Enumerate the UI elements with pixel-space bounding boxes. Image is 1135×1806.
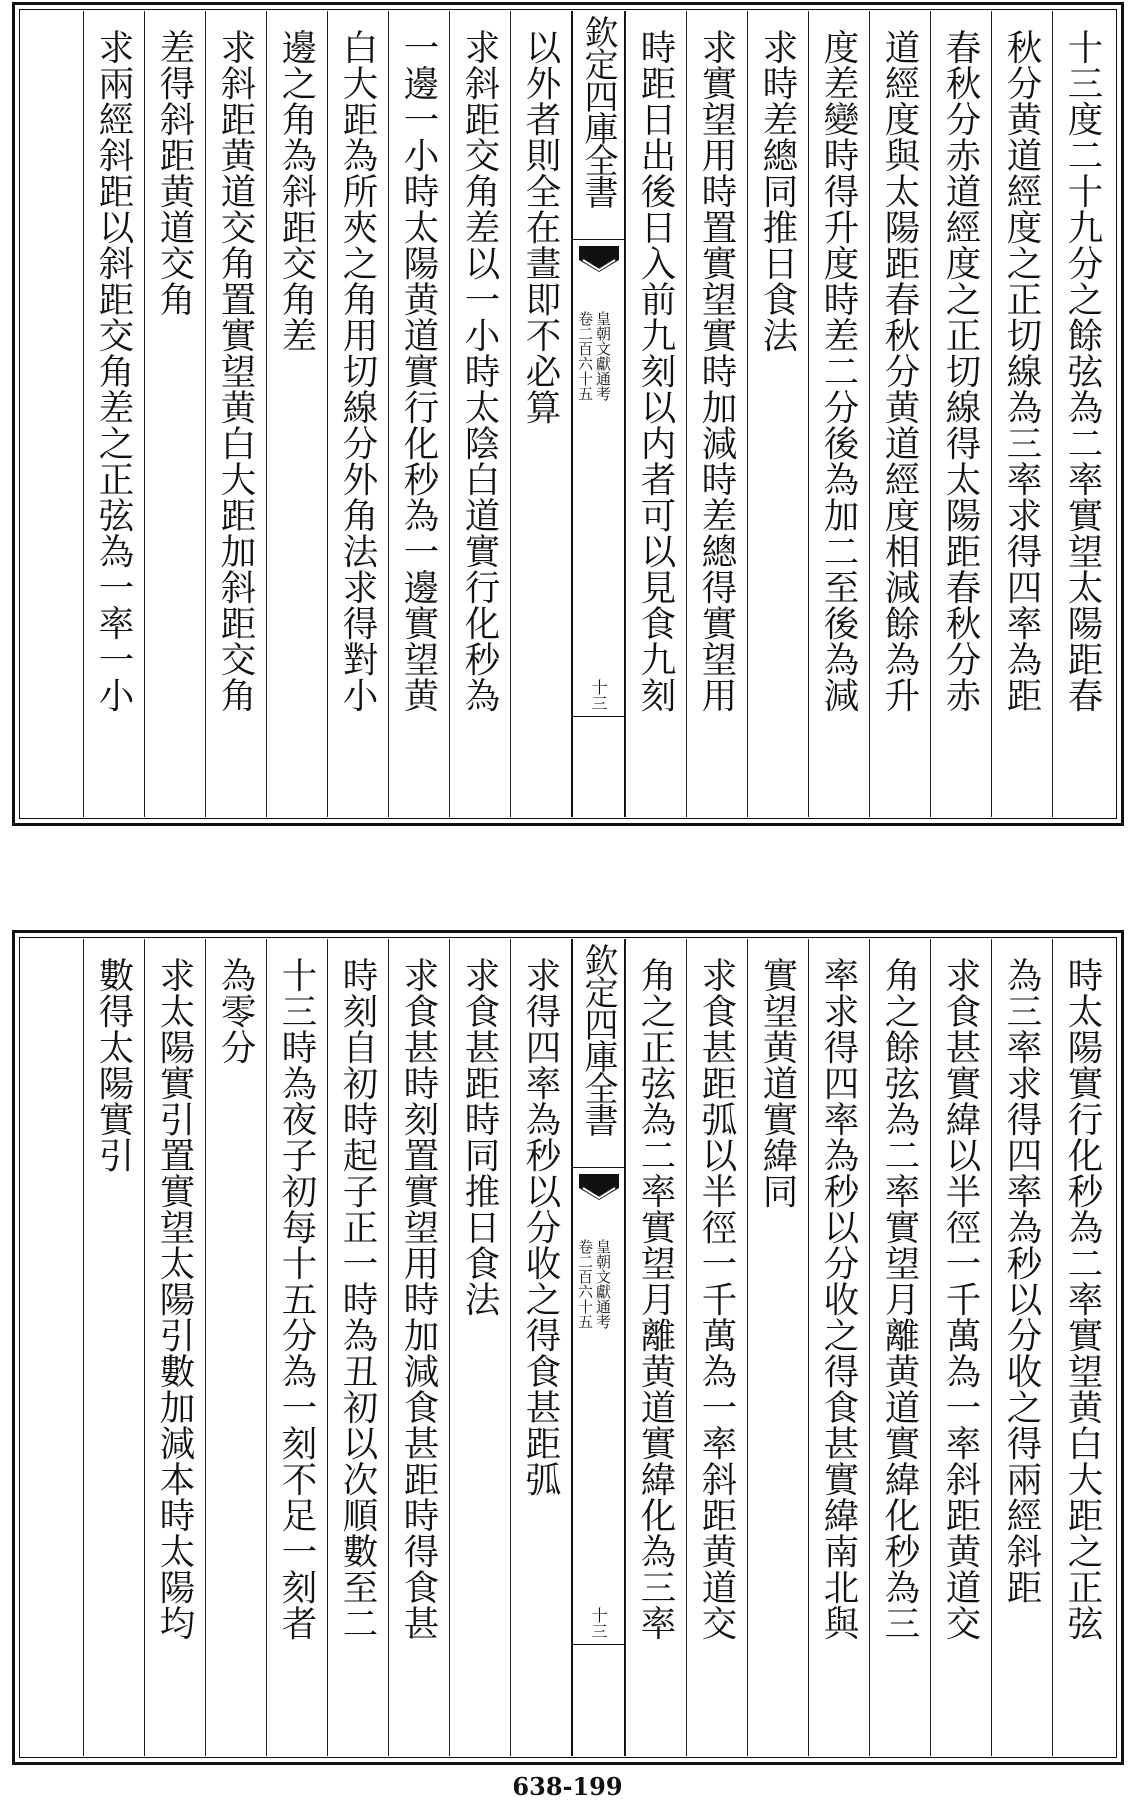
column-text: 率求得四率為秒以分收之得食甚實緯南北與 xyxy=(818,957,859,1641)
center-fold xyxy=(571,11,625,817)
column-text: 求食甚時刻置實望用時加減食甚距時得食甚 xyxy=(398,957,439,1641)
folio-number: 十三 xyxy=(589,679,608,711)
book-title: 欽定四庫全書 xyxy=(578,943,618,1135)
text-column xyxy=(747,11,808,817)
text-column xyxy=(388,11,449,817)
text-column xyxy=(327,11,388,817)
text-column xyxy=(869,939,930,1756)
text-column xyxy=(449,939,510,1756)
column-text: 白大距為所夾之角用切線分外角法求得對小 xyxy=(337,29,378,713)
text-column xyxy=(205,11,266,817)
column-text: 道經度與太陽距春秋分黄道經度相減餘為升 xyxy=(879,29,920,713)
column-text: 求斜距黄道交角置實望黄白大距加斜距交角 xyxy=(215,29,256,713)
center-fold xyxy=(571,939,625,1756)
column-text: 角之餘弦為二率實望月離黄道實緯化秒為三 xyxy=(879,957,920,1641)
text-column xyxy=(83,11,144,817)
subtitle-source: 皇朝文獻通考 xyxy=(594,1239,612,1329)
folio-number: 十三 xyxy=(589,1607,608,1639)
column-text: 求實望用時置實望實時加減時差總得實望用 xyxy=(696,29,737,713)
text-column xyxy=(869,11,930,817)
subtitle-volume: 卷二百六十五 xyxy=(576,311,594,401)
text-column xyxy=(205,939,266,1756)
text-column xyxy=(388,939,449,1756)
text-column xyxy=(686,11,747,817)
column-text: 一邊一小時太陽黄道實行化秒為一邊實望黄 xyxy=(398,29,439,713)
text-columns xyxy=(23,11,1113,817)
column-text: 數得太陽實引 xyxy=(93,957,134,1173)
text-column xyxy=(930,939,991,1756)
text-column xyxy=(144,939,205,1756)
column-text: 求時差總同推日食法 xyxy=(757,29,798,353)
text-column xyxy=(510,11,571,817)
book-page-bottom xyxy=(12,930,1124,1765)
column-text: 實望黄道實緯同 xyxy=(757,957,798,1209)
text-column xyxy=(266,11,327,817)
text-column xyxy=(747,939,808,1756)
text-column xyxy=(83,939,144,1756)
fold-rule xyxy=(573,716,624,717)
text-column xyxy=(625,939,686,1756)
book-title: 欽定四庫全書 xyxy=(578,15,618,207)
column-text: 時距日出後日入前九刻以内者可以見食九刻 xyxy=(635,29,676,713)
text-column xyxy=(808,11,869,817)
text-column xyxy=(449,11,510,817)
column-text: 為三率求得四率為秒以分收之得兩經斜距 xyxy=(1001,957,1042,1605)
column-text: 為零分 xyxy=(215,957,256,1065)
text-column xyxy=(991,11,1052,817)
column-text: 邊之角為斜距交角差 xyxy=(276,29,317,353)
text-column xyxy=(144,11,205,817)
column-text: 角之正弦為二率實望月離黄道實緯化為三率 xyxy=(635,957,676,1641)
fishtail-mark-icon xyxy=(579,1174,619,1206)
column-text: 差得斜距黄道交角 xyxy=(154,29,195,317)
column-text: 求食甚距時同推日食法 xyxy=(459,957,500,1317)
text-column xyxy=(686,939,747,1756)
book-page-top xyxy=(12,2,1124,826)
column-text: 以外者則全在晝即不必算 xyxy=(520,29,561,425)
column-text: 時刻自初時起子正一時為丑初以次順數至二 xyxy=(337,957,378,1641)
column-text: 求食甚距弧以半徑一千萬為一率斜距黄道交 xyxy=(696,957,737,1641)
text-column xyxy=(1052,11,1113,817)
column-text: 度差變時得升度時差二分後為加二至後為減 xyxy=(818,29,859,713)
column-text: 求食甚實緯以半徑一千萬為一率斜距黄道交 xyxy=(940,957,981,1641)
subtitle-volume: 卷二百六十五 xyxy=(576,1239,594,1329)
fold-rule xyxy=(573,1644,624,1645)
text-column xyxy=(930,11,991,817)
text-columns xyxy=(23,939,1113,1756)
column-text: 十三度二十九分之餘弦為二率實望太陽距春 xyxy=(1062,29,1103,713)
subtitle-source: 皇朝文獻通考 xyxy=(594,311,612,401)
column-text: 求斜距交角差以一小時太陰白道實行化秒為 xyxy=(459,29,500,713)
text-column xyxy=(991,939,1052,1756)
text-column xyxy=(1052,939,1113,1756)
column-text: 秋分黄道經度之正切線為三率求得四率為距 xyxy=(1001,29,1042,713)
text-column xyxy=(625,11,686,817)
column-text: 求太陽實引置實望太陽引數加減本時太陽均 xyxy=(154,957,195,1641)
column-text: 時太陽實行化秒為二率實望黄白大距之正弦 xyxy=(1062,957,1103,1641)
text-column xyxy=(510,939,571,1756)
fold-rule xyxy=(573,239,624,240)
column-text: 求兩經斜距以斜距交角差之正弦為一率一小 xyxy=(93,29,134,713)
text-column xyxy=(266,939,327,1756)
column-text: 求得四率為秒以分收之得食甚距弧 xyxy=(520,957,561,1497)
column-text: 十三時為夜子初每十五分為一刻不足一刻者 xyxy=(276,957,317,1641)
page-number: 638-199 xyxy=(512,1772,623,1801)
text-column xyxy=(327,939,388,1756)
text-column xyxy=(808,939,869,1756)
column-text: 春秋分赤道經度之正切線得太陽距春秋分赤 xyxy=(940,29,981,713)
fold-rule xyxy=(573,1167,624,1168)
fishtail-mark-icon xyxy=(579,246,619,278)
